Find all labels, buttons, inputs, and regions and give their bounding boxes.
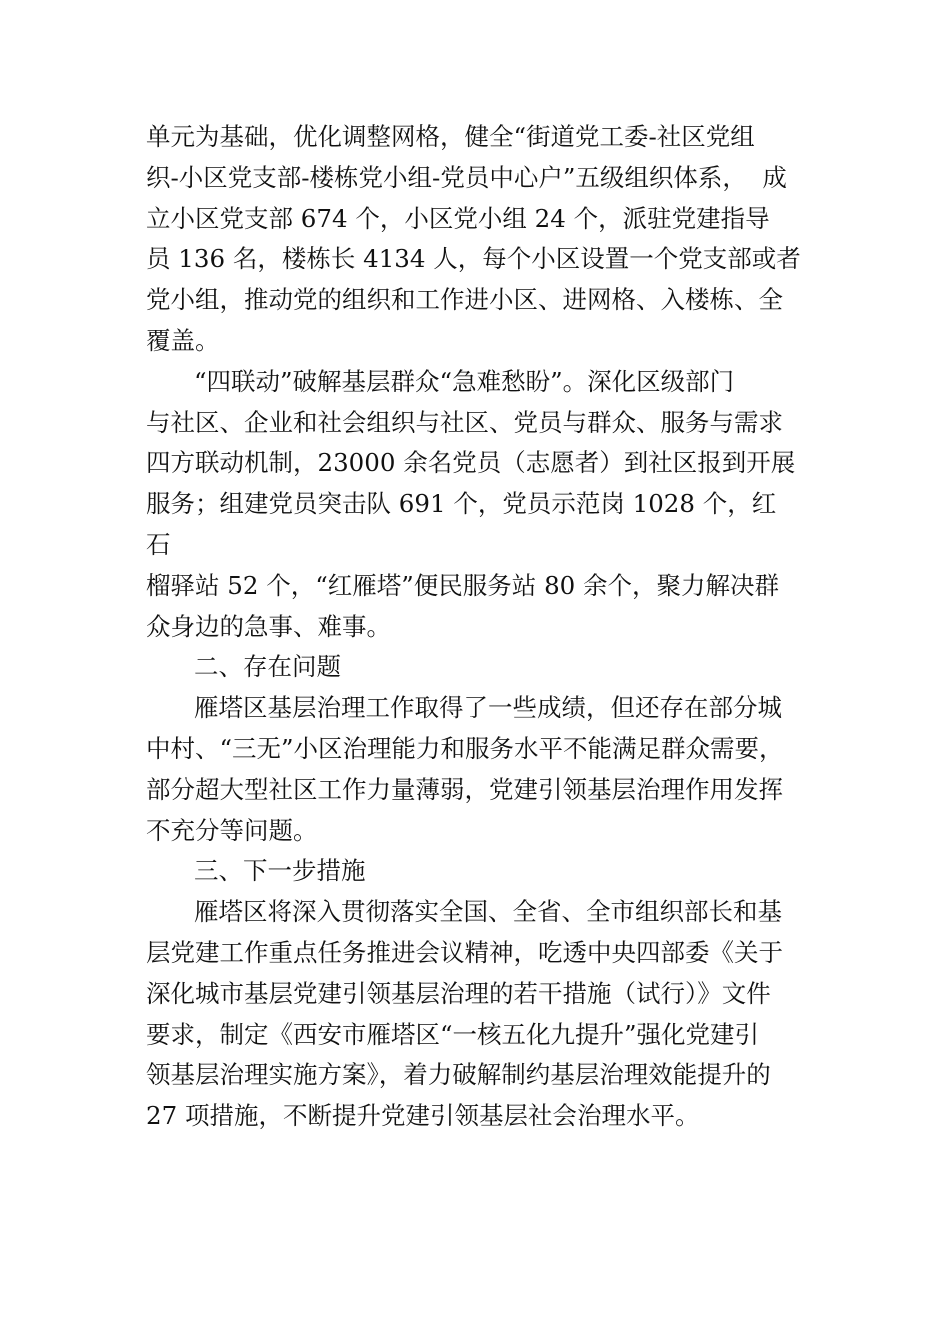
text-line: 党小组，推动党的组织和工作进小区、进网格、入楼栋、全 (146, 285, 783, 315)
text-line: 要求，制定《西安市雁塔区“一核五化九提升”强化党建引 (146, 1019, 760, 1049)
text-line: 覆盖。 (146, 325, 220, 355)
paragraph-start-line: “四联动”破解基层群众“急难愁盼”。深化区级部门 (194, 366, 735, 396)
text-line: 不充分等问题。 (146, 815, 318, 845)
section-heading: 三、下一步措施 (194, 856, 366, 886)
text-line: 层党建工作重点任务推进会议精神，吃透中央四部委《关于 (146, 937, 783, 967)
text-line: 立小区党支部 674 个，小区党小组 24 个，派驻党建指导 (146, 203, 770, 233)
text-line: 中村、“三无”小区治理能力和服务水平不能满足群众需要， (146, 733, 784, 763)
text-line: 深化城市基层党建引领基层治理的若干措施（试行）》文件 (146, 978, 771, 1008)
text-line: 单元为基础，优化调整网格，健全“街道党工委-社区党组 (146, 122, 755, 151)
text-line: 石 (146, 529, 171, 559)
text-line: 服务；组建党员突击队 691 个，党员示范岗 1028 个，红 (146, 489, 777, 519)
text-line: 员 136 名，楼栋长 4134 人，每个小区设置一个党支部或者 (146, 244, 801, 274)
text-line: 领基层治理实施方案》，着力破解制约基层治理效能提升的 (146, 1060, 771, 1090)
paragraph-start-line: 雁塔区基层治理工作取得了一些成绩，但还存在部分城 (194, 693, 782, 723)
text-line: 众身边的急事、难事。 (146, 611, 391, 641)
text-line: 部分超大型社区工作力量薄弱，党建引领基层治理作用发挥 (146, 774, 783, 804)
section-heading: 二、存在问题 (194, 652, 341, 682)
text-line: 榴驿站 52 个，“红雁塔”便民服务站 80 余个，聚力解决群 (146, 570, 780, 600)
text-line: 与社区、企业和社会组织与社区、党员与群众、服务与需求 (146, 407, 783, 437)
text-line: 四方联动机制，23000 余名党员（志愿者）到社区报到开展 (146, 448, 796, 478)
paragraph-start-line: 雁塔区将深入贯彻落实全国、全省、全市组织部长和基 (194, 897, 782, 927)
text-line: 27 项措施，不断提升党建引领基层社会治理水平。 (146, 1101, 700, 1131)
text-line: 织-小区党支部-楼栋党小组-党员中心户”五级组织体系， 成 (146, 162, 787, 192)
body-text (146, 117, 816, 1137)
